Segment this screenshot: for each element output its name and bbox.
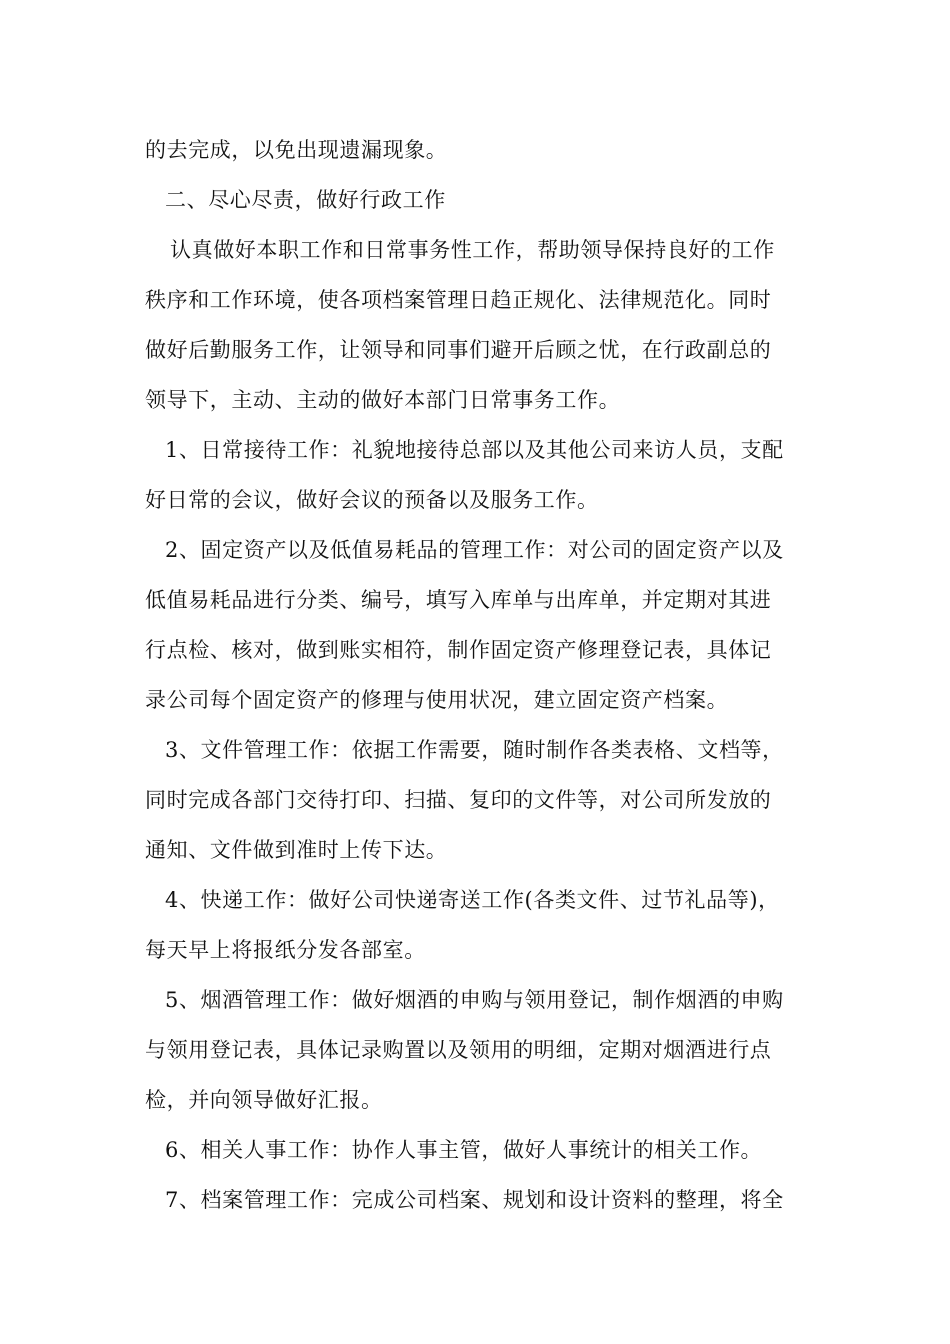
item-6-line-1: 6、相关人事工作：协作人事主管，做好人事统计的相关工作。 [165, 1138, 763, 1162]
item-3-line-3: 通知、文件做到准时上传下达。 [145, 838, 448, 862]
item-7-line-1: 7、档案管理工作：完成公司档案、规划和设计资料的整理，将全 [165, 1188, 784, 1212]
item-4-line-2: 每天早上将报纸分发各部室。 [145, 938, 426, 962]
item-2-line-3: 行点检、核对，做到账实相符，制作固定资产修理登记表，具体记 [145, 638, 772, 662]
item-5-line-3: 检，并向领导做好汇报。 [145, 1088, 383, 1112]
item-1-line-2: 好日常的会议，做好会议的预备以及服务工作。 [145, 488, 599, 512]
item-1-line-1: 1、日常接待工作：礼貌地接待总部以及其他公司来访人员，支配 [165, 438, 784, 462]
item-3-line-2: 同时完成各部门交待打印、扫描、复印的文件等，对公司所发放的 [145, 788, 772, 812]
text-line-6: 领导下，主动、主动的做好本部门日常事务工作。 [145, 388, 621, 412]
item-5-line-1: 5、烟酒管理工作：做好烟酒的申购与领用登记，制作烟酒的申购 [165, 988, 784, 1012]
item-2-line-2: 低值易耗品进行分类、编号，填写入库单与出库单，并定期对其进 [145, 588, 772, 612]
section-heading: 二、尽心尽责，做好行政工作 [165, 188, 446, 212]
item-2-line-4: 录公司每个固定资产的修理与使用状况，建立固定资产档案。 [145, 688, 729, 712]
text-line-3: 认真做好本职工作和日常事务性工作，帮助领导保持良好的工作 [170, 238, 775, 262]
text-line-5: 做好后勤服务工作，让领导和同事们避开后顾之忧，在行政副总的 [145, 338, 772, 362]
text-line-1: 的去完成，以免出现遗漏现象。 [145, 138, 448, 162]
item-3-line-1: 3、文件管理工作：依据工作需要，随时制作各类表格、文档等， [165, 738, 784, 762]
item-5-line-2: 与领用登记表，具体记录购置以及领用的明细，定期对烟酒进行点 [145, 1038, 772, 1062]
text-line-4: 秩序和工作环境，使各项档案管理日趋正规化、法律规范化。同时 [145, 288, 772, 312]
item-4-line-1: 4、快递工作：做好公司快递寄送工作(各类文件、过节礼品等)， [165, 888, 780, 912]
item-2-line-1: 2、固定资产以及低值易耗品的管理工作：对公司的固定资产以及 [165, 538, 784, 562]
